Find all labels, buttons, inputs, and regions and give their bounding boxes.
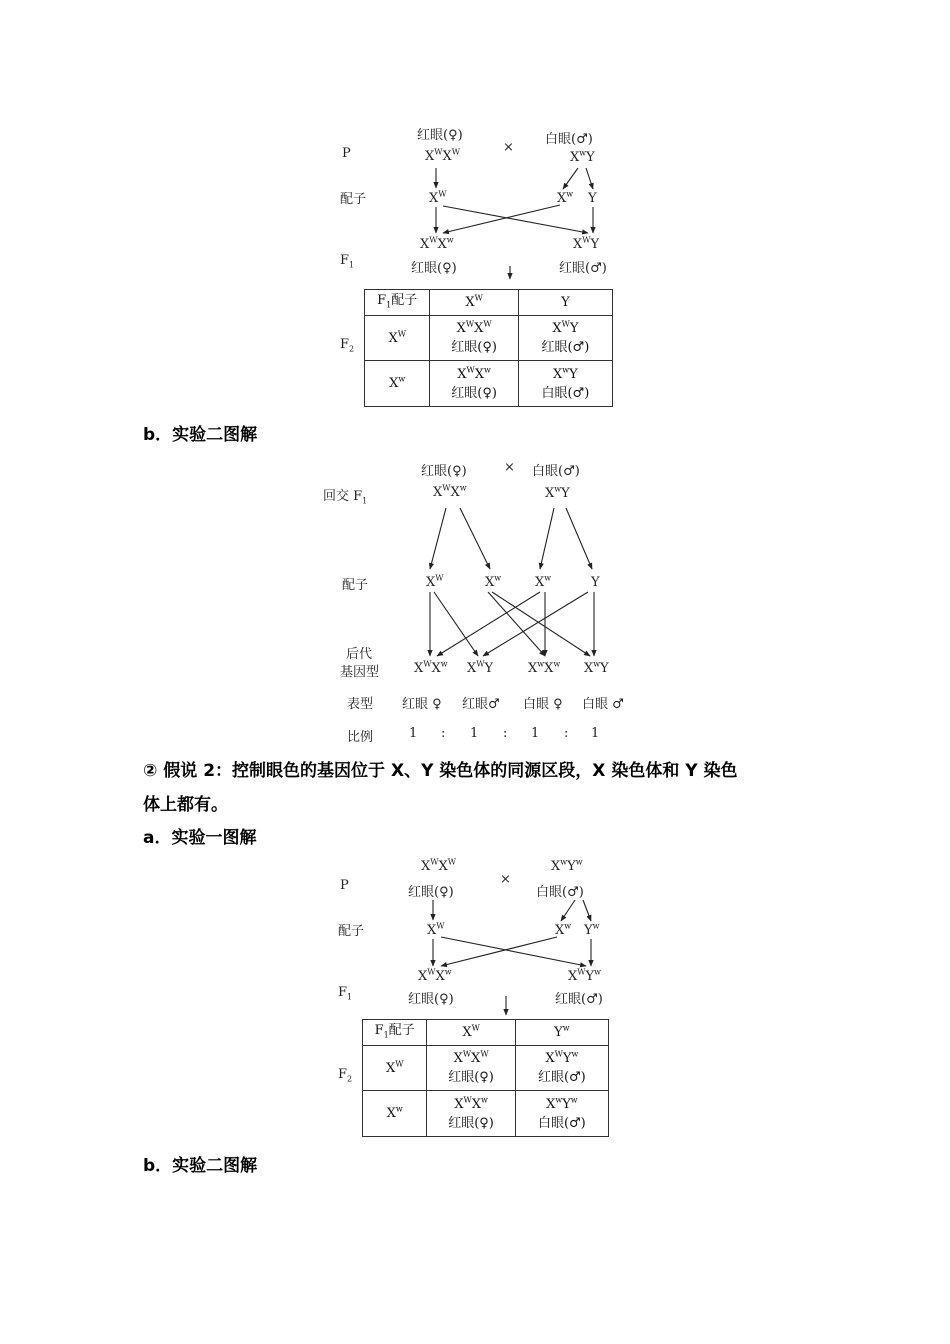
- label-p: P: [342, 146, 351, 161]
- label-phenotype: 表型: [347, 697, 374, 712]
- row-header: $X^w$: [363, 1091, 427, 1137]
- heading-experiment2-diagram: b．实验二图解: [143, 425, 258, 445]
- f1-female-genotype: $X^WX^w$: [418, 967, 452, 984]
- ratio-colon: :: [564, 726, 569, 741]
- label-genotype: 基因型: [340, 665, 380, 680]
- female-genotype: $X^WX^w$: [433, 483, 467, 500]
- cross-symbol: ×: [504, 460, 515, 475]
- f1-female-genotype: $X^WX^w$: [420, 235, 454, 252]
- offspring-4: $X^wY$: [584, 659, 609, 676]
- phenotype-3: 白眼 ♀: [523, 697, 563, 712]
- cross-symbol: ×: [500, 872, 511, 887]
- gamete-male-x: $X^w$: [555, 921, 572, 938]
- male-phenotype: 白眼(♂): [532, 464, 580, 479]
- cross-symbol: ×: [503, 140, 514, 155]
- table-corner: $F_1$配子: [365, 290, 430, 316]
- p-female-phenotype: 红眼(♀): [417, 128, 463, 143]
- offspring-3: $X^wX^w$: [528, 659, 561, 676]
- gamete-3: $X^w$: [535, 573, 552, 590]
- table-cell: $X^WX^w$ 红眼(♀): [430, 361, 518, 407]
- label-offspring: 后代: [346, 647, 373, 662]
- table-cell: $X^WY$ 红眼(♂): [518, 316, 612, 361]
- table-corner: $F_1$配子: [363, 1020, 427, 1046]
- p-female-genotype: $X^WX^W$: [421, 857, 456, 874]
- p-male-genotype: $X^wY^w$: [551, 857, 583, 874]
- f1-male-genotype: $X^WY$: [573, 235, 600, 252]
- label-f2: $F_2$: [340, 337, 355, 354]
- row-header: $X^W$: [365, 316, 430, 361]
- table-cell: $X^WX^W$ 红眼(♀): [427, 1046, 515, 1091]
- male-genotype: $X^wY$: [545, 484, 570, 501]
- gamete-4: Y: [591, 575, 600, 590]
- label-ratio: 比例: [347, 730, 374, 745]
- table-cell: $X^wY^w$ 白眼(♂): [515, 1091, 608, 1137]
- label-backcross-f1: 回交 $F_1$: [323, 489, 368, 506]
- p-male-phenotype: 白眼(♂): [545, 132, 593, 147]
- gamete-male-y: $Y^w$: [584, 921, 600, 938]
- table-cell: $X^wY$ 白眼(♂): [518, 361, 612, 407]
- offspring-1: $X^WX^w$: [414, 659, 448, 676]
- ratio-colon: :: [503, 726, 508, 741]
- row-header: $X^W$: [363, 1046, 427, 1091]
- col-header: $X^W$: [430, 290, 518, 316]
- ratio-1: 1: [409, 726, 418, 741]
- female-phenotype: 红眼(♀): [421, 464, 467, 479]
- table-cell: $X^WX^W$ 红眼(♀): [430, 316, 518, 361]
- gamete-male-y: Y: [588, 191, 597, 206]
- table-cell: $X^WX^w$ 红眼(♀): [427, 1091, 515, 1137]
- f1-male-phenotype: 红眼(♂): [559, 261, 607, 276]
- f1-female-phenotype: 红眼(♀): [408, 992, 454, 1007]
- label-f1: $F_1$: [340, 253, 355, 270]
- p-male-genotype: $X^wY$: [570, 148, 595, 165]
- label-p: P: [340, 878, 349, 893]
- heading-experiment1-diagram: a．实验一图解: [143, 828, 257, 848]
- gamete-female: $X^W$: [429, 189, 447, 206]
- label-gamete: 配子: [338, 924, 365, 939]
- f1-female-phenotype: 红眼(♀): [411, 261, 457, 276]
- phenotype-2: 红眼♂: [462, 697, 500, 712]
- p-male-phenotype: 白眼(♂): [536, 885, 584, 900]
- hypothesis2-text-line2: 体上都有。: [143, 795, 228, 815]
- col-header: Y: [518, 290, 612, 316]
- p-female-genotype: $X^WX^W$: [425, 147, 460, 164]
- ratio-colon: :: [441, 726, 446, 741]
- hypothesis2-text-line1: ② 假说 2：控制眼色的基因位于 X、Y 染色体的同源区段，X 染色体和 Y 染色: [143, 761, 738, 781]
- col-header: $Y^w$: [515, 1020, 608, 1046]
- phenotype-4: 白眼 ♂: [582, 697, 624, 712]
- f1-male-phenotype: 红眼(♂): [555, 992, 603, 1007]
- offspring-2: $X^WY$: [467, 659, 494, 676]
- ratio-2: 1: [470, 726, 479, 741]
- punnett-square-2: [362, 1019, 609, 1137]
- gamete-female: $X^W$: [427, 921, 445, 938]
- heading-experiment2-diagram: b．实验二图解: [143, 1156, 258, 1176]
- gamete-male-x: $X^w$: [557, 189, 574, 206]
- ratio-4: 1: [591, 726, 600, 741]
- gamete-1: $X^W$: [426, 573, 444, 590]
- gamete-2: $X^w$: [485, 573, 502, 590]
- phenotype-1: 红眼 ♀: [402, 697, 442, 712]
- f1-male-genotype: $X^WY^w$: [568, 967, 601, 984]
- row-header: $X^w$: [365, 361, 430, 407]
- label-gamete: 配子: [342, 578, 369, 593]
- label-gamete: 配子: [340, 192, 367, 207]
- table-cell: $X^WY^w$ 红眼(♂): [515, 1046, 608, 1091]
- p-female-phenotype: 红眼(♀): [408, 885, 454, 900]
- ratio-3: 1: [531, 726, 540, 741]
- label-f1: $F_1$: [338, 985, 353, 1002]
- label-f2: $F_2$: [338, 1067, 353, 1084]
- col-header: $X^W$: [427, 1020, 515, 1046]
